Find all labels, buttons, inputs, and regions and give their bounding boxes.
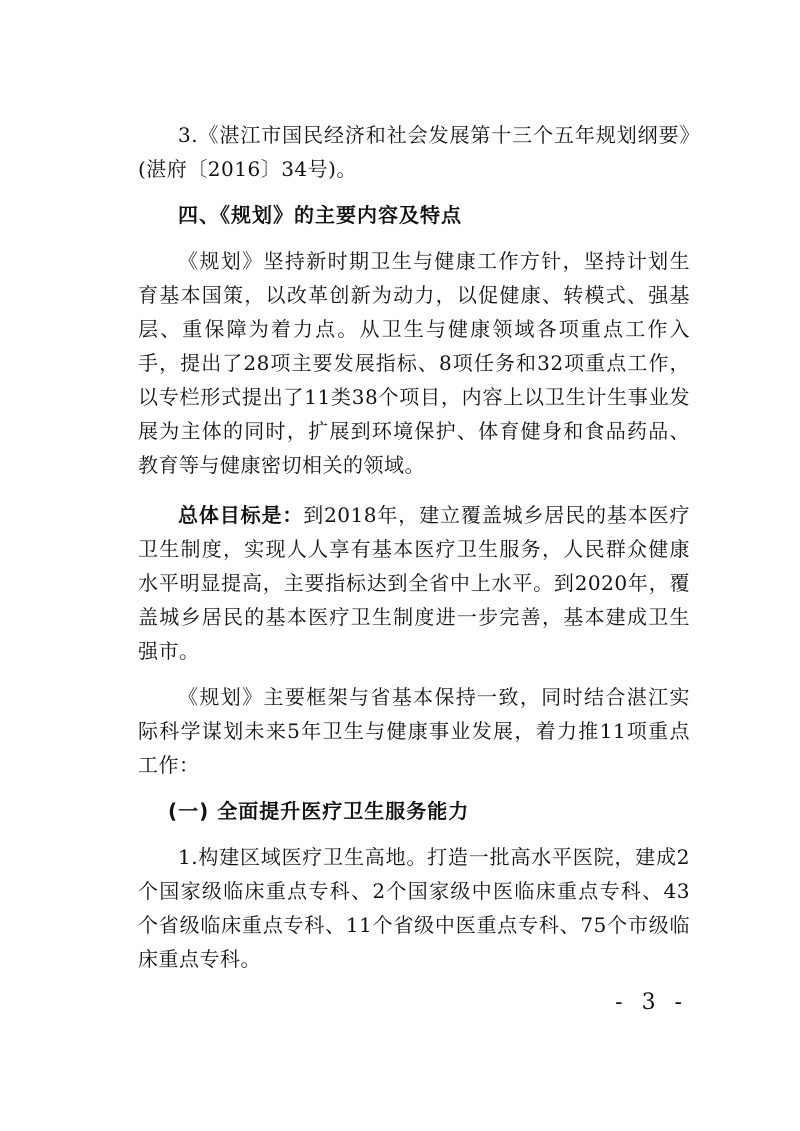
subsection-heading: (一) 全面提升医疗卫生服务能力 [168,799,470,823]
item-1-paragraph: 1.构建区域医疗卫生高地。打造一批高水平医院，建成2个国家级临床重点专科、2个国家级中医临床重点专科、43个省级临床重点专科、11个省级中医重点专科、75个市级临床重点专科。 [138,845,690,971]
goal-paragraph [138,498,690,668]
goal-text: 到2018年，建立覆盖城乡居民的基本医疗卫生制度，实现人人享有基本医疗卫生服务，人民群众健康水平明显提高，主要指标达到全省中上水平。到2020年，覆盖城乡居民的基本医疗卫生制度进一步完善，基本建成卫生强市。 [138,503,691,663]
framework-paragraph: 《规划》主要框架与省基本保持一致，同时结合湛江实际科学谋划未来5年卫生与健康事业发展，着力推11项重点工作： [138,685,690,777]
goal-label: 总体目标是： [178,503,304,527]
reference-item-3: 3.《湛江市国民经济和社会发展第十三个五年规划纲要》(湛府〔2016〕34号)。 [138,123,690,181]
page-number: - 3 - [615,990,688,1015]
document-body [138,118,690,976]
section-heading: 四、《规划》的主要内容及特点 [178,203,462,227]
intro-paragraph: 《规划》坚持新时期卫生与健康工作方针，坚持计划生育基本国策，以改革创新为动力，以促健康、转模式、强基层、重保障为着力点。从卫生与健康领域各项重点工作入手，提出了28项主要发展指标、8项任务和32项重点工作，以专栏形式提出了11类38个项目，内容上以卫生计生事业发展为主体的同时，扩展到环境保护、体育健身和食品药品、教育等与健康密切相关的领域。 [138,249,690,477]
